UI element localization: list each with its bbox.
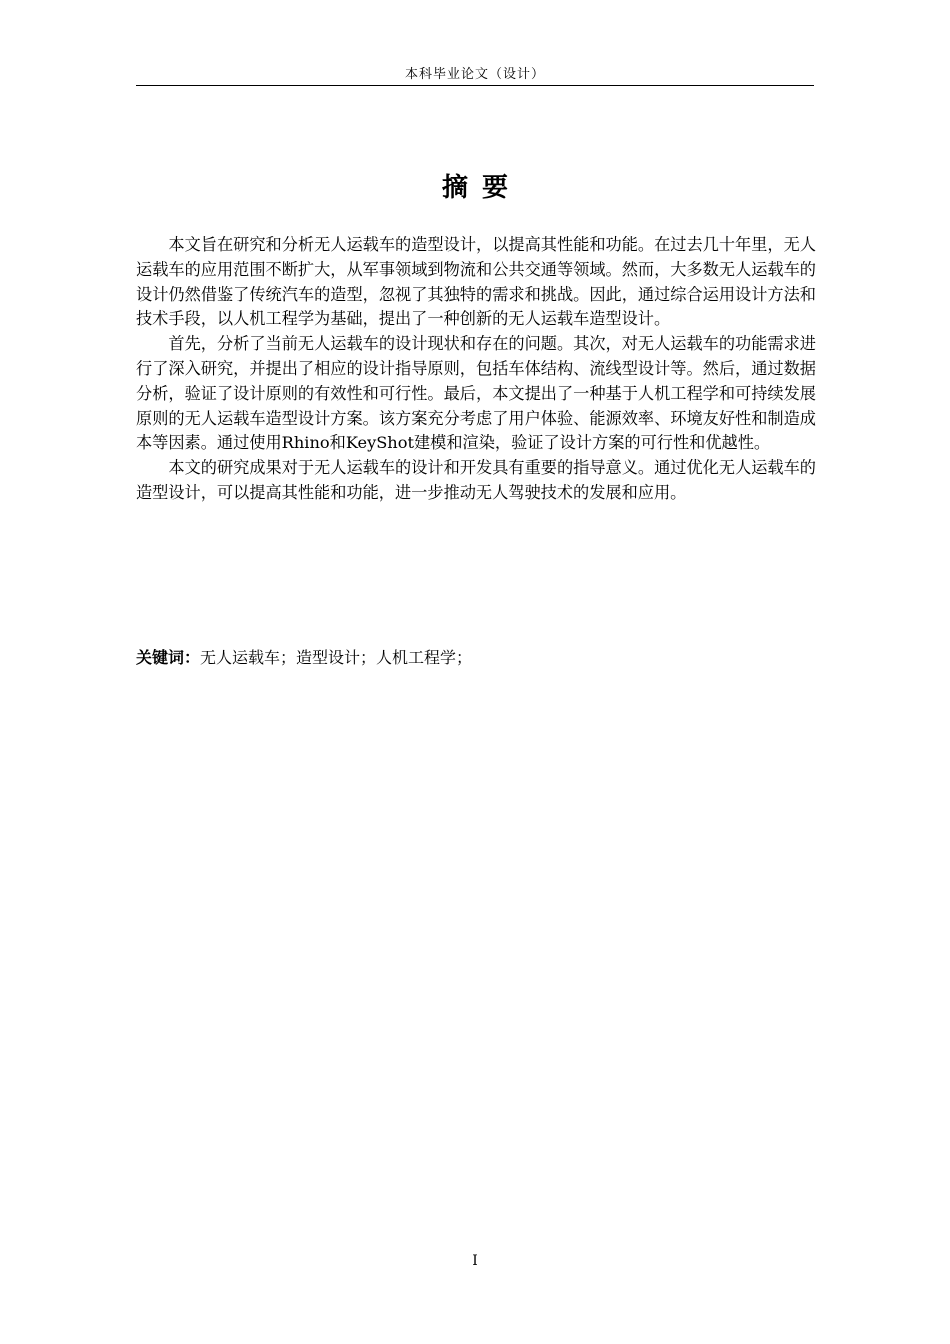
abstract-paragraph: 本文旨在研究和分析无人运载车的造型设计，以提高其性能和功能。在过去几十年里，无人运载车的应用范围不断扩大，从军事领域到物流和公共交通等领域。然而，大多数无人运载车的设计仍然借鉴了传统汽车的造型，忽视了其独特的需求和挑战。因此，通过综合运用设计方法和技术手段，以人机工程学为基础，提出了一种创新的无人运载车造型设计。 <box>136 235 816 329</box>
keywords-label: 关键词： <box>136 648 201 667</box>
keywords-value: 无人运载车；造型设计；人机工程学； <box>200 648 473 667</box>
abstract-paragraph: 本文的研究成果对于无人运载车的设计和开发具有重要的指导意义。通过优化无人运载车的造型设计，可以提高其性能和功能，进一步推动无人驾驶技术的发展和应用。 <box>136 458 816 502</box>
keywords-line <box>136 645 816 671</box>
abstract-body <box>136 233 816 506</box>
page-title: 摘要 <box>441 173 522 203</box>
abstract-paragraph: 首先，分析了当前无人运载车的设计现状和存在的问题。其次，对无人运载车的功能需求进行了深入研究，并提出了相应的设计指导原则，包括车体结构、流线型设计等。然后，通过数据分析，验证了设计原则的有效性和可行性。最后，本文提出了一种基于人机工程学和可持续发展原则的无人运载车造型设计方案。该方案充分考虑了用户体验、能源效率、环境友好性和制造成本等因素。通过使用Rhino和KeyShot建模和渲染，验证了设计方案的可行性和优越性。 <box>136 334 816 453</box>
running-header: 本科毕业论文（设计） <box>404 67 545 82</box>
page-number: I <box>472 1253 478 1269</box>
header-rule <box>136 85 814 86</box>
